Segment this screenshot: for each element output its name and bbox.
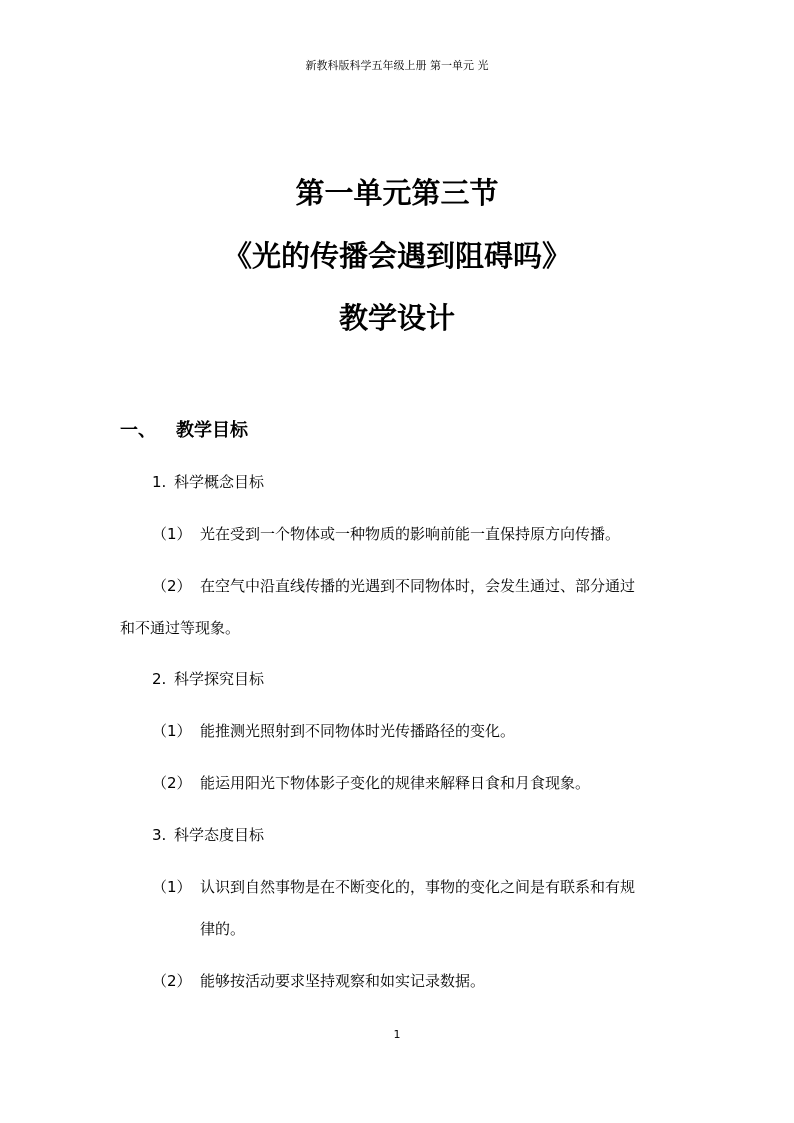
document-title-lesson: 《光的传播会遇到阻碍吗》 [222,239,571,273]
subheading-attitude-goals [152,824,264,846]
section-title: 教学目标 [176,420,248,441]
list-marker: （2） [152,577,192,595]
subheading-title: 科学态度目标 [174,826,265,844]
list-item-text: 认识到自然事物是在不断变化的，事物的变化之间是有联系和有规 [200,878,636,896]
list-marker: （1） [152,878,192,896]
list-item [152,575,635,597]
subheading-title: 科学探究目标 [174,670,265,688]
list-item [152,720,515,742]
subheading-title: 科学概念目标 [174,473,265,491]
subheading-concept-goals [152,471,264,493]
section-heading-teaching-goals [120,418,248,444]
subheading-number: 2. [152,670,167,688]
list-item [152,970,485,992]
subheading-inquiry-goals [152,668,264,690]
list-item [152,772,590,794]
list-item-continuation: 和不通过等现象。 [120,619,241,637]
list-marker: （2） [152,972,192,990]
subheading-number: 3. [152,826,167,844]
subheading-number: 1. [152,473,167,491]
list-item-continuation: 律的。 [200,920,246,938]
running-header: 新教科版科学五年级上册 第一单元 光 [305,59,489,72]
list-item-text: 能运用阳光下物体影子变化的规律来解释日食和月食现象。 [200,774,591,792]
document-title-type: 教学设计 [338,301,455,335]
page-number: 1 [393,1028,401,1041]
document-title-unit: 第一单元第三节 [295,176,499,210]
list-item-text: 能推测光照射到不同物体时光传播路径的变化。 [200,722,516,740]
section-number: 一、 [120,420,156,441]
list-item [152,876,635,898]
list-marker: （1） [152,722,192,740]
list-item-text: 光在受到一个物体或一种物质的影响前能一直保持原方向传播。 [200,525,621,543]
list-item [152,523,620,545]
list-item-text: 在空气中沿直线传播的光遇到不同物体时，会发生通过、部分通过 [200,577,636,595]
list-item-text: 能够按活动要求坚持观察和如实记录数据。 [200,972,486,990]
list-marker: （1） [152,525,192,543]
list-marker: （2） [152,774,192,792]
